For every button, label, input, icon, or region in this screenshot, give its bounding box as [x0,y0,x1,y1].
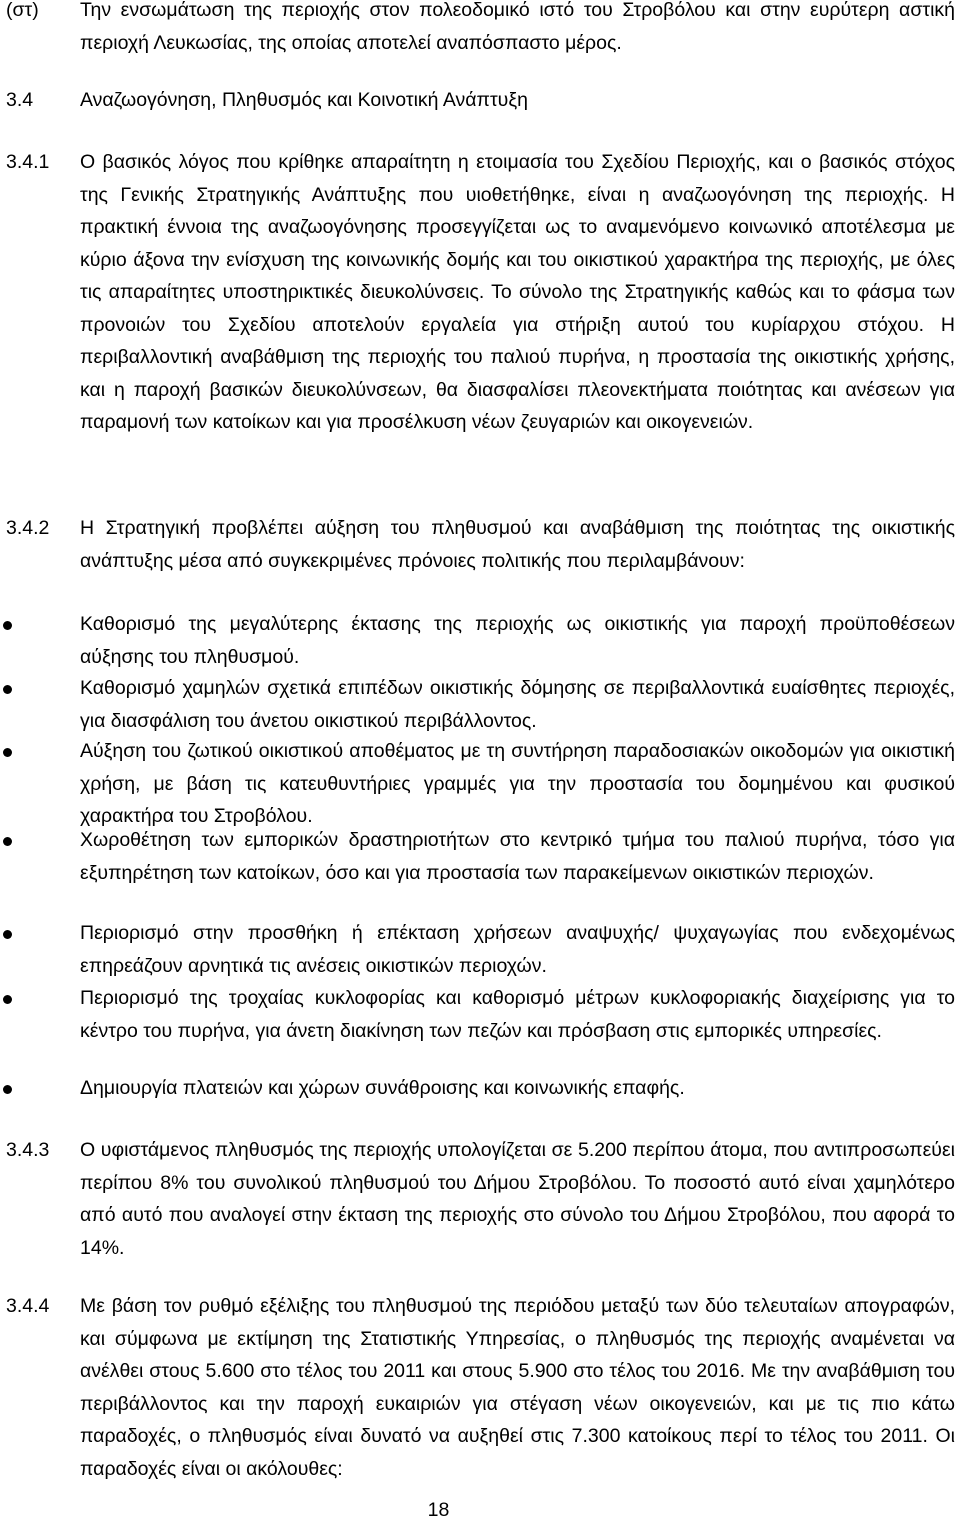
paragraph-text: Ο υφιστάμενος πληθυσμός της περιοχής υπολογίζεται σε 5.200 περίπου άτομα, που αντιπροσωπεύει περίπου 8% του συνολικού πληθυσμού του Δήμου Στροβόλου. Το ποσοστό αυτό είναι χαμηλότερο από αυτό που αναλογεί στην έκταση της περιοχής στο σύνολο του Δήμου Στροβόλου, που αφορά το 14%. [80,1139,955,1259]
bullet-item [0,824,960,889]
bullet-item [0,735,960,833]
bullet-icon [3,748,12,757]
bullet-text: Περιορισμό στην προσθήκη ή επέκταση χρήσεων αναψυχής/ ψυχαγωγίας που ενδεχομένως επηρεάζουν αρνητικά τις ανέσεις οικιστικών περιοχών. [80,922,955,977]
paragraph-text: Με βάση τον ρυθμό εξέλιξης του πληθυσμού της περιόδου μεταξύ των δύο τελευταίων απογραφών, και σύμφωνα με εκτίμηση της Στατιστικής Υπηρεσίας, ο πληθυσμός της περιοχής αναμένεται να ανέλθει στους 5.600 στο τέλος του 2011 και στους 5.900 στο τέλος του 2016. Με την αναβάθμιση του περιβάλλοντος και την παροχή ευκαιριών για στέγαση νέων οικογενειών, και με τις πιο κάτω παραδοχές, ο πληθυσμός είναι δυνατό να αυξηθεί στις 7.300 κατοίκους περί το τέλος του 2011. Οι παραδοχές είναι οι ακόλουθες: [80,1295,955,1480]
item-label: (στ) [6,0,39,21]
paragraph-3-4-4 [0,1290,960,1485]
bullet-text: Καθορισμό χαμηλών σχετικά επιπέδων οικιστικής δόμησης σε περιβαλλοντικά ευαίσθητες περιοχές, για διασφάλιση του άνετου οικιστικού περιβάλλοντος. [80,677,955,732]
section-3-4-heading [0,84,960,117]
paragraph-number: 3.4.2 [6,517,50,539]
bullet-icon [3,930,12,939]
bullet-icon [3,837,12,846]
paragraph-number: 3.4.1 [6,151,50,173]
paragraph-3-4-2 [0,512,960,577]
paragraph-text: Ο βασικός λόγος που κρίθηκε απαραίτητη η ετοιμασία του Σχεδίου Περιοχής, και ο βασικός στόχος της Γενικής Στρατηγικής Ανάπτυξης που υιοθετήθηκε, είναι η αναζωογόνηση της περιοχής. Η πρακτική έννοια της αναζωογόνησης προσεγγίζεται ως το αναμενόμενο κοινωνικό αποτέλεσμα με κύριο άξονα την ενίσχυση της κοινωνικής δομής και του οικιστικού χαρακτήρα της περιοχής, με όλες τις απαραίτητες υποστηρικτικές διευκολύνσεις. Το σύνολο της Στρατηγικής καθώς και το φάσμα των προνοιών του Σχεδίου αποτελούν εργαλεία για στήριξη αυτού του κυρίαρχου στόχου. Η περιβαλλοντική αναβάθμιση της περιοχής του παλιού πυρήνα, η προστασία της οικιστικής χρήσης, και η παροχή βασικών διευκολύνσεων, θα διασφαλίσει πλεονεκτήματα ποιότητας και ανέσεων για παραμονή των κατοίκων και για προσέλκυση νέων ζευγαριών και οικογενειών. [80,151,955,433]
section-title: Αναζωογόνηση, Πληθυσμός και Κοινοτική Ανάπτυξη [80,89,528,111]
item-st [0,0,960,59]
paragraph-3-4-1 [0,146,960,439]
paragraph-text: Η Στρατηγική προβλέπει αύξηση του πληθυσμού και αναβάθμιση της ποιότητας της οικιστικής ανάπτυξης μέσα από συγκεκριμένες πρόνοιες πολιτικής που περιλαμβάνουν: [80,517,955,572]
bullet-item [0,917,960,982]
bullet-text: Αύξηση του ζωτικού οικιστικού αποθέματος με τη συντήρηση παραδοσιακών οικοδομών για οικιστική χρήση, με βάση τις κατευθυντήριες γραμμές για την προστασία του δομημένου και φυσικού χαρακτήρα του Στροβόλου. [80,740,955,827]
paragraph-number: 3.4.3 [6,1139,50,1161]
bullet-item [0,608,960,673]
bullet-icon [3,685,12,694]
bullet-text: Καθορισμό της μεγαλύτερης έκτασης της περιοχής ως οικιστικής για παροχή προϋποθέσεων αύξησης του πληθυσμού. [80,613,955,668]
page-number: 18 [427,1499,450,1521]
paragraph-number: 3.4.4 [6,1295,50,1317]
bullet-text: Περιορισμό της τροχαίας κυκλοφορίας και καθορισμό μέτρων κυκλοφοριακής διαχείρισης για το κέντρο του πυρήνα, για άνετη διακίνηση των πεζών και πρόσβαση στις εμπορικές υπηρεσίες. [80,987,955,1042]
bullet-item [0,1072,960,1105]
bullet-icon [3,621,12,630]
bullet-text: Χωροθέτηση των εμπορικών δραστηριοτήτων στο κεντρικό τμήμα του παλιού πυρήνα, τόσο για εξυπηρέτηση των κατοίκων, όσο και για προστασία των παρακείμενων οικιστικών περιοχών. [80,829,955,884]
section-number: 3.4 [6,89,34,111]
bullet-item [0,672,960,737]
bullet-icon [3,1085,12,1094]
item-text: Την ενσωμάτωση της περιοχής στον πολεοδομικό ιστό του Στροβόλου και στην ευρύτερη αστική περιοχή Λευκωσίας, της οποίας αποτελεί αναπόσπαστο μέρος. [80,0,955,54]
bullet-item [0,982,960,1047]
paragraph-3-4-3 [0,1134,960,1264]
bullet-icon [3,995,12,1004]
bullet-text: Δημιουργία πλατειών και χώρων συνάθροισης και κοινωνικής επαφής. [80,1077,685,1099]
